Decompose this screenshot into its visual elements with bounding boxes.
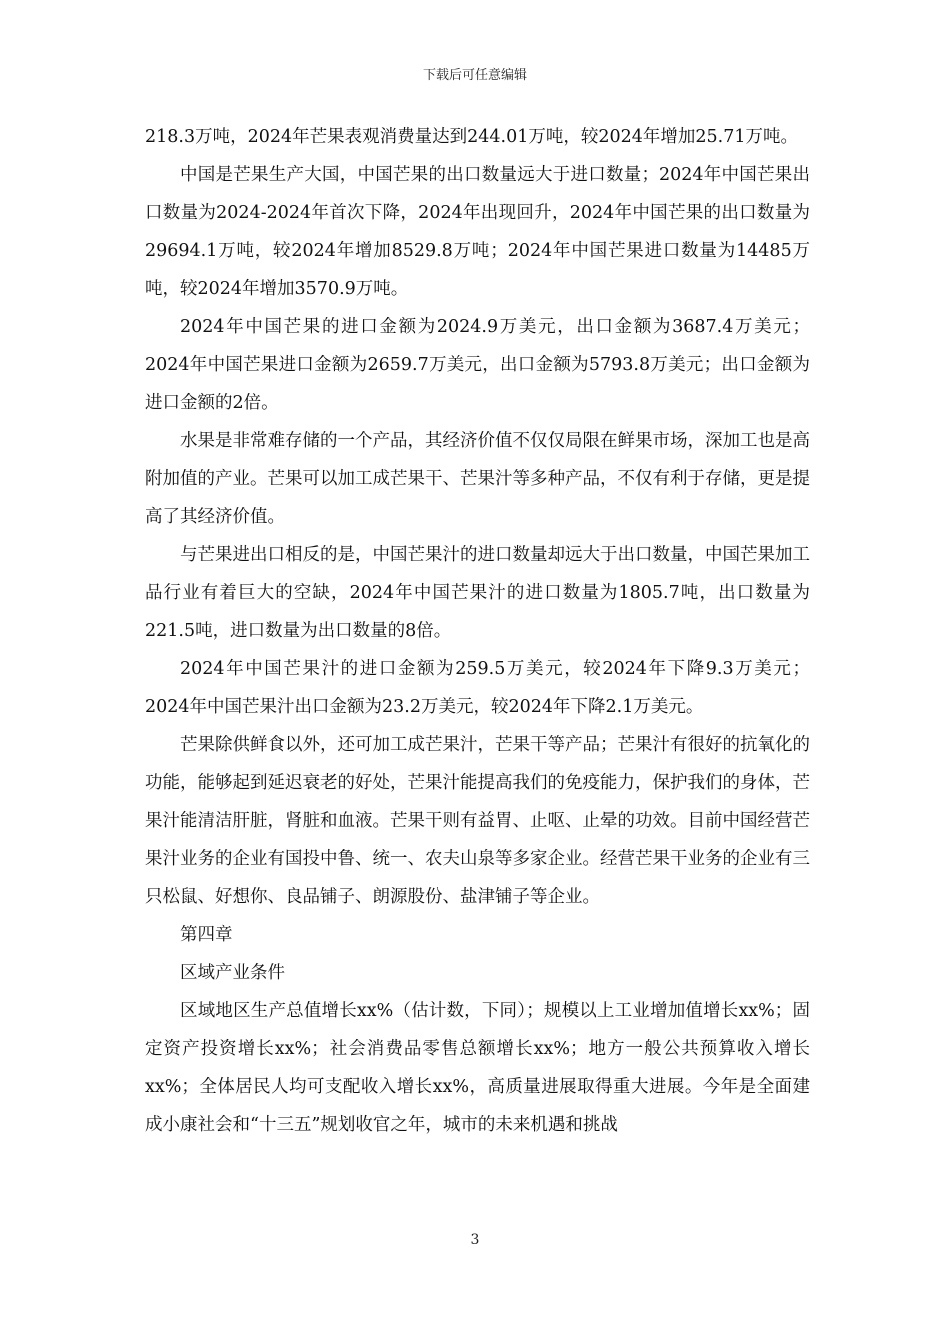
- document-body: [145, 118, 810, 1144]
- section-heading: 区域产业条件: [180, 963, 285, 983]
- paragraph-1: 218.3万吨，2024年芒果表观消费量达到244.01万吨，较2024年增加25.71万吨。: [145, 127, 799, 147]
- paragraph-5: 与芒果进出口相反的是，中国芒果汁的进口数量却远大于出口数量，中国芒果加工品行业有着巨大的空缺，2024年中国芒果汁的进口数量为1805.7吨，出口数量为221.5吨，进口数量为出口数量的8倍。: [145, 545, 810, 641]
- paragraph-7: 芒果除供鲜食以外，还可加工成芒果汁，芒果干等产品；芒果汁有很好的抗氧化的功能，能够起到延迟衰老的好处，芒果汁能提高我们的免疫能力，保护我们的身体，芒果汁能清洁肝脏，肾脏和血液。芒果干则有益胃、止呕、止晕的功效。目前中国经营芒果汁业务的企业有国投中鲁、统一、农夫山泉等多家企业。经营芒果干业务的企业有三只松鼠、好想你、良品铺子、朗源股份、盐津铺子等企业。: [145, 735, 810, 907]
- page-number: 3: [470, 1232, 480, 1248]
- paragraph-2: 中国是芒果生产大国，中国芒果的出口数量远大于进口数量；2024年中国芒果出口数量为2024-2024年首次下降，2024年出现回升，2024年中国芒果的出口数量为29694.1万吨，较2024年增加8529.8万吨；2024年中国芒果进口数量为14485万吨，较2024年增加3570.9万吨。: [145, 165, 810, 299]
- paragraph-3: 2024年中国芒果的进口金额为2024.9万美元，出口金额为3687.4万美元；2024年中国芒果进口金额为2659.7万美元，出口金额为5793.8万美元；出口金额为进口金额的2倍。: [145, 317, 810, 413]
- paragraph-6: 2024年中国芒果汁的进口金额为259.5万美元，较2024年下降9.3万美元；2024年中国芒果汁出口金额为23.2万美元，较2024年下降2.1万美元。: [145, 659, 810, 717]
- paragraph-4: 水果是非常难存储的一个产品，其经济价值不仅仅局限在鲜果市场，深加工也是高附加值的产业。芒果可以加工成芒果干、芒果汁等多种产品，不仅有利于存储，更是提高了其经济价值。: [145, 431, 810, 527]
- page-header: 下载后可任意编辑: [422, 68, 527, 83]
- chapter-heading: 第四章: [180, 925, 233, 945]
- paragraph-8: 区域地区生产总值增长xx%（估计数，下同）；规模以上工业增加值增长xx%；固定资产投资增长xx%；社会消费品零售总额增长xx%；地方一般公共预算收入增长xx%；全体居民人均可支配收入增长xx%，高质量进展取得重大进展。今年是全面建成小康社会和“十三五”规划收官之年，城市的未来机遇和挑战: [145, 1001, 810, 1135]
